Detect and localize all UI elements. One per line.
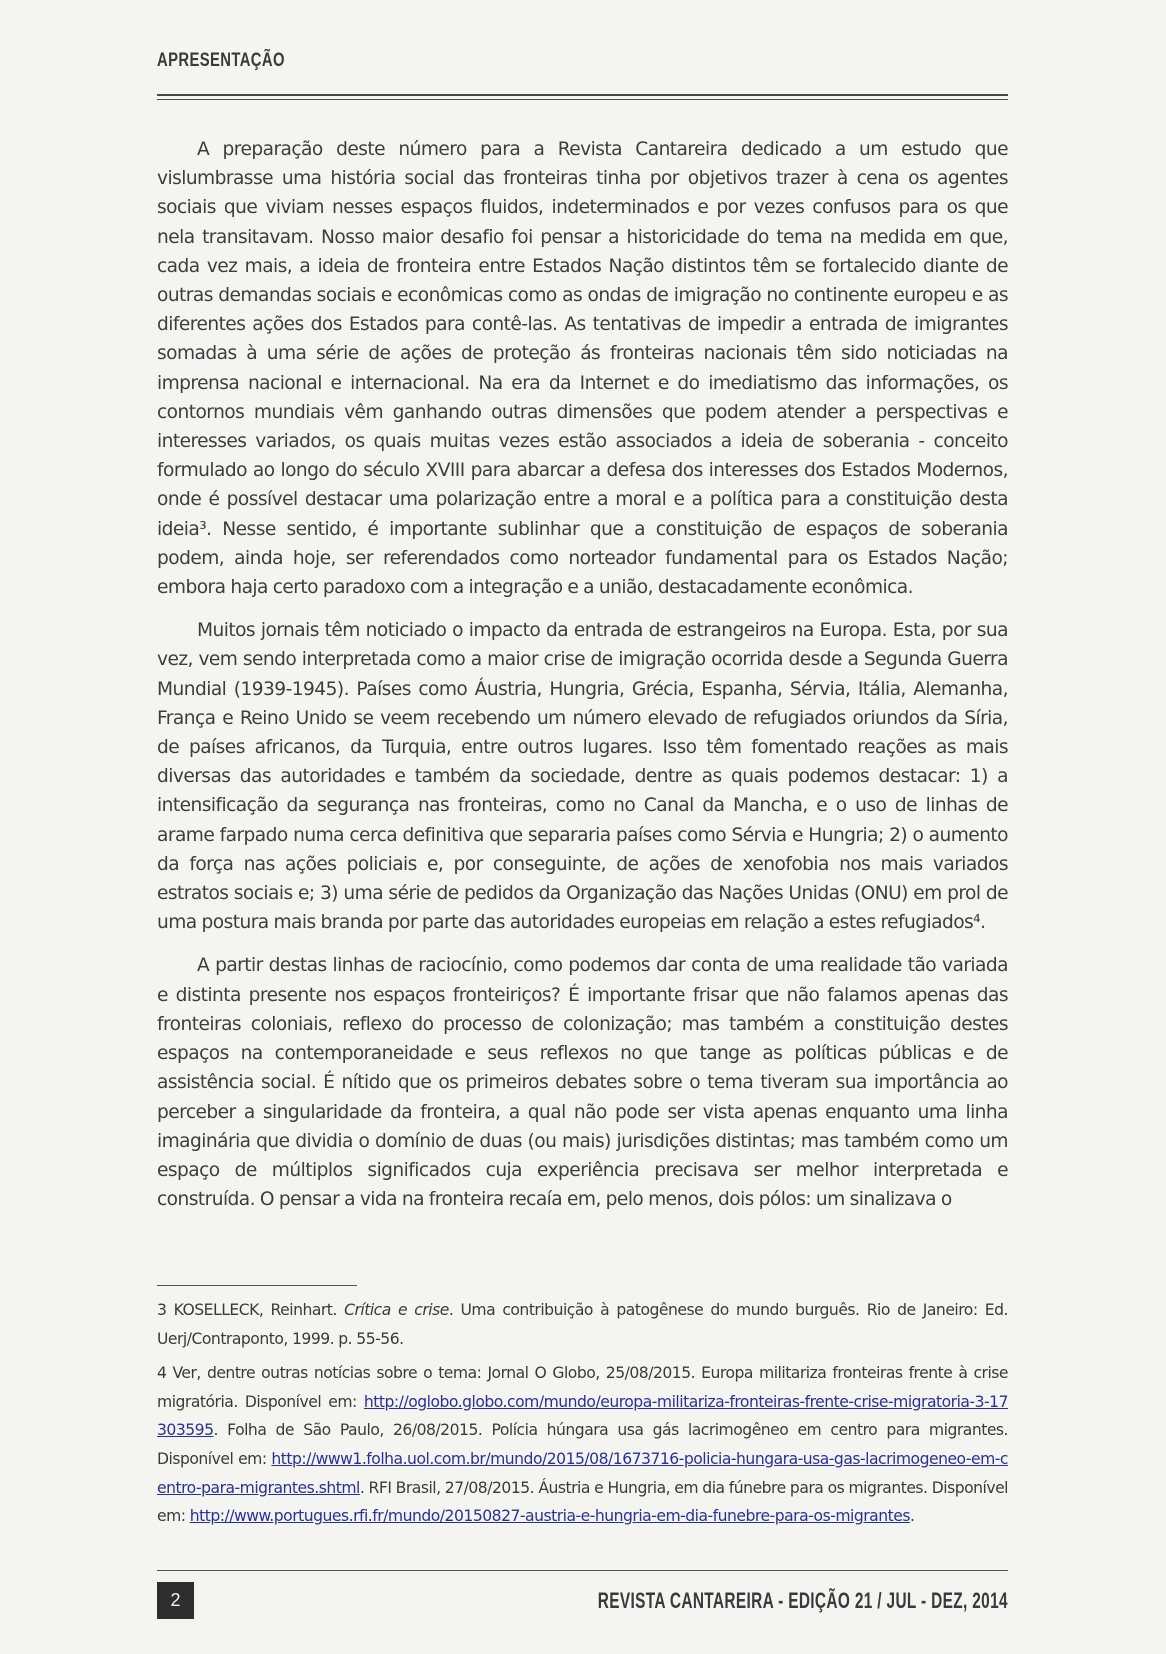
footnote-4-link-folha[interactable]: http://www1.folha.uol.com.br/mundo/2015/08/1673716-policia-hungara-usa-gas-lacrimogeneo-em-centro-para-migrantes.shtml <box>157 1449 1008 1497</box>
footnote-separator <box>157 1285 357 1286</box>
header-rule-thin <box>157 99 1008 100</box>
footnote-4-link-rfi[interactable]: http://www.portugues.rfi.fr/mundo/20150827-austria-e-hungria-em-dia-funebre-para-os-migrantes <box>189 1507 910 1526</box>
footer-rule <box>157 1570 1008 1571</box>
footnote-4-link-oglobo[interactable]: http://oglobo.globo.com/mundo/europa-militariza-fronteiras-frente-crise-migratoria-3-17303595 <box>157 1392 1008 1440</box>
footnote-4-text-1: 4 Ver, dentre outras notícias sobre o tema: Jornal O Globo, 25/08/2015. Europa militariza fronteiras frente à crise migratória. Disponível em: <box>157 1364 1008 1411</box>
footnote-4-text-4: . <box>909 1507 915 1526</box>
footnote-4-text-2: . Folha de São Paulo, 26/08/2015. Polícia húngara usa gás lacrimogêneo em centro para migrantes. Disponível em: <box>157 1421 1008 1468</box>
footnote-4-text-3: . RFI Brasil, 27/08/2015. Áustria e Hungria, em dia fúnebre para os migrantes. Disponível em: <box>157 1478 1008 1526</box>
section-title: APRESENTAÇÃO <box>157 50 285 71</box>
paragraph-1: A preparação deste número para a Revista Cantareira dedicado a um estudo que vislumbrasse uma história social das fronteiras tinha por objetivos trazer à cena os agentes sociais que viviam nesses espaços fluidos, indeterminados e por vezes confusos para os que nela transitavam. Nosso maior desafio foi pensar a historicidade do tema na medida em que, cada vez mais, a ideia de fronteira entre Estados Nação distintos têm se fortalecido diante de outras demandas sociais e econômicas como as ondas de imigração no continente europeu e as diferentes ações dos Estados para contê-las. As tentativas de impedir a entrada de imigrantes somadas à uma série de ações de proteção ás fronteiras nacionais têm sido noticiadas na imprensa nacional e internacional. Na era da Internet e do imediatismo das informações, os contornos mundiais vêm ganhando outras dimensões que podem atender a perspectivas e interesses variados, os quais muitas vezes estão associados a ideia de soberania - conceito formulado ao longo do século XVIII para abarcar a defesa dos interesses dos Estados Modernos, onde é possível destacar uma polarização entre a moral e a política para a constituição desta ideia³. Nesse sentido, é importante sublinhar que a constituição de espaços de soberania podem, ainda hoje, ser referendados como norteador fundamental para os Estados Nação; embora haja certo paradoxo com a integração e a união, destacadamente econômica. <box>157 139 1008 599</box>
header-rule <box>157 94 1008 96</box>
journal-edition: REVISTA CANTAREIRA - EDIÇÃO 21 / JUL - DEZ, 2014 <box>597 1588 1008 1613</box>
footnote-3 <box>157 1296 1008 1353</box>
paragraph-3: A partir destas linhas de raciocínio, como podemos dar conta de uma realidade tão variada e distinta presente nos espaços fronteiriços? É importante frisar que não falamos apenas das fronteiras coloniais, reflexo do processo de colonização; mas também a constituição destes espaços na contemporaneidade e seus reflexos no que tange as políticas públicas e de assistência social. É nítido que os primeiros debates sobre o tema tiveram sua importância ao perceber a singularidade da fronteira, a qual não pode ser vista apenas enquanto uma linha imaginária que dividia o domínio de duas (ou mais) jurisdições distintas; mas também como um espaço de múltiplos significados cuja experiência precisava ser melhor interpretada e construída. O pensar a vida na fronteira recaía em, pelo menos, dois pólos: um sinalizava o <box>157 955 1008 1211</box>
paragraph-2: Muitos jornais têm noticiado o impacto da entrada de estrangeiros na Europa. Esta, por sua vez, vem sendo interpretada como a maior crise de imigração ocorrida desde a Segunda Guerra Mundial (1939-1945). Países como Áustria, Hungria, Grécia, Espanha, Sérvia, Itália, Alemanha, França e Reino Unido se veem recebendo um número elevado de refugiados oriundos da Síria, de países africanos, da Turquia, entre outros lugares. Isso têm fomentado reações as mais diversas das autoridades e também da sociedade, dentre as quais podemos destacar: 1) a intensificação da segurança nas fronteiras, como no Canal da Mancha, e o uso de linhas de arame farpado numa cerca definitiva que separaria países como Sérvia e Hungria; 2) o aumento da força nas ações policiais e, por conseguinte, de ações de xenofobia nos mais variados estratos sociais e; 3) uma série de pedidos da Organização das Nações Unidas (ONU) em prol de uma postura mais branda por parte das autoridades europeias em relação a estes refugiados⁴. <box>157 620 1008 934</box>
footnotes <box>157 1296 1008 1537</box>
footnote-3-rest: . Uma contribuição à patogênese do mundo burguês. Rio de Janeiro: Ed. Uerj/Contraponto, 1999. p. 55-56. <box>157 1301 1009 1348</box>
page <box>157 0 1008 1654</box>
footnote-3-lead: 3 KOSELLECK, Reinhart. <box>157 1301 345 1319</box>
footnote-4 <box>157 1359 1008 1531</box>
body-text <box>157 135 1008 1228</box>
page-number: 2 <box>157 1582 194 1619</box>
footnote-3-title: Crítica e crise <box>344 1301 449 1319</box>
